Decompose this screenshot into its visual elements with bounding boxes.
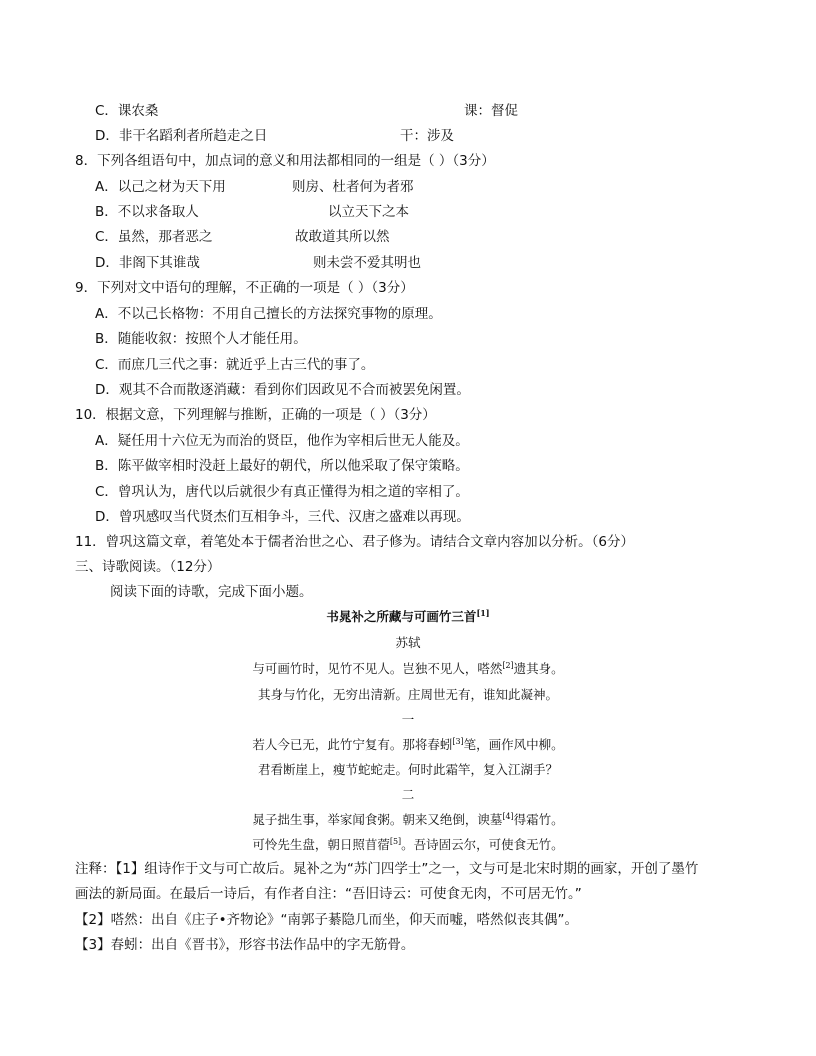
poem-title: 书晁补之所藏与可画竹三首[1] xyxy=(326,608,490,624)
poem-line: 其身与竹化，无穷出清新。庄周世无有，谁知此凝神。 xyxy=(257,687,558,702)
note-1: 注释：【1】组诗作于文与可亡故后。晁补之为“苏门四学士”之一，文与可是北宋时期的画家，开创了墨竹 xyxy=(75,861,699,877)
q9-stem: 9．下列对文中语句的理解，不正确的一项是（ ）（3分） xyxy=(75,280,414,296)
q9-option-c: C．而庶几三代之事：就近乎上古三代的事了。 xyxy=(95,357,375,373)
q8-stem: 8．下列各组语句中，加点词的意义和用法都相同的一组是（ ）（3分） xyxy=(75,153,495,169)
q8-option-c-right: 故敢道其所以然 xyxy=(295,229,390,245)
q9-option-b: B．随能收叙：按照个人才能任用。 xyxy=(95,331,307,347)
poem-line: 与可画竹时，见竹不见人。岂独不见人，嗒然[2]遗其身。 xyxy=(252,661,564,676)
poem-section-number: 二 xyxy=(401,787,415,802)
note-2: 【2】嗒然：出自《庄子•齐物论》“南郭子綦隐几而坐，仰天而嘘，嗒然似丧其偶”。 xyxy=(75,912,579,928)
q8-option-c: C．虽然，那者恶之 xyxy=(95,229,213,245)
poem-line: 君看断崖上，瘦节蛇蛇走。何时此霜竿，复入江湖手？ xyxy=(257,762,558,777)
q8-option-a: A．以己之材为天下用 xyxy=(95,179,226,195)
q10-option-b: B．陈平做宰相时没赶上最好的朝代，所以他采取了保守策略。 xyxy=(95,458,469,474)
q7-option-c: C．课农桑 xyxy=(95,103,159,119)
q9-option-d: D．观其不合而散逐消藏：看到你们因政见不合而被罢免闲置。 xyxy=(95,382,470,398)
q8-option-d-right: 则未尝不爱其明也 xyxy=(313,255,421,271)
poem-line: 可怜先生盘，朝日照苜蓿[5]。吾诗固云尔，可使食无竹。 xyxy=(252,837,564,852)
q10-option-d: D．曾巩感叹当代贤杰们互相争斗，三代、汉唐之盛难以再现。 xyxy=(95,509,470,525)
q9-option-a: A．不以己长格物：不用自己擅长的方法探究事物的原理。 xyxy=(95,306,442,322)
poem-section-number: 一 xyxy=(401,712,415,727)
poem-line: 若人今已无，此竹宁复有。那将春蚓[3]笔，画作风中柳。 xyxy=(252,737,564,752)
q7-option-c-gloss: 课：督促 xyxy=(464,103,518,119)
q7-option-d: D．非干名蹈利者所趋走之日 xyxy=(95,128,268,144)
q10-option-c: C．曾巩认为，唐代以后就很少有真正懂得为相之道的宰相了。 xyxy=(95,484,469,500)
note-1-continued: 画法的新局面。在最后一诗后，有作者自注：“吾旧诗云：可使食无肉，不可居无竹。” xyxy=(75,886,582,902)
section-heading: 三、诗歌阅读。（12分） xyxy=(75,559,221,575)
q10-option-a: A．疑任用十六位无为而治的贤臣，他作为宰相后世无人能及。 xyxy=(95,433,469,449)
q10-stem: 10．根据文意，下列理解与推断，正确的一项是（ ）（3分） xyxy=(75,407,436,423)
poem-line: 晁子拙生事，举家闻食粥。朝来又绝倒，谀墓[4]得霜竹。 xyxy=(252,812,564,827)
poem-author: 苏轼 xyxy=(395,635,421,650)
q7-option-d-gloss: 干：涉及 xyxy=(400,128,454,144)
q11-stem: 11．曾巩这篇文章，着笔处本于儒者治世之心、君子修为。请结合文章内容加以分析。（6分） xyxy=(75,534,635,550)
q8-option-b: B．不以求备取人 xyxy=(95,204,199,220)
poem-instruction: 阅读下面的诗歌，完成下面小题。 xyxy=(110,584,313,600)
note-3: 【3】春蚓：出自《晋书》，形容书法作品中的字无筋骨。 xyxy=(75,937,415,953)
q8-option-d: D．非阁下其谁哉 xyxy=(95,255,200,271)
q8-option-b-right: 以立天下之本 xyxy=(328,204,409,220)
q8-option-a-right: 则房、杜者何为者邪 xyxy=(292,179,414,195)
